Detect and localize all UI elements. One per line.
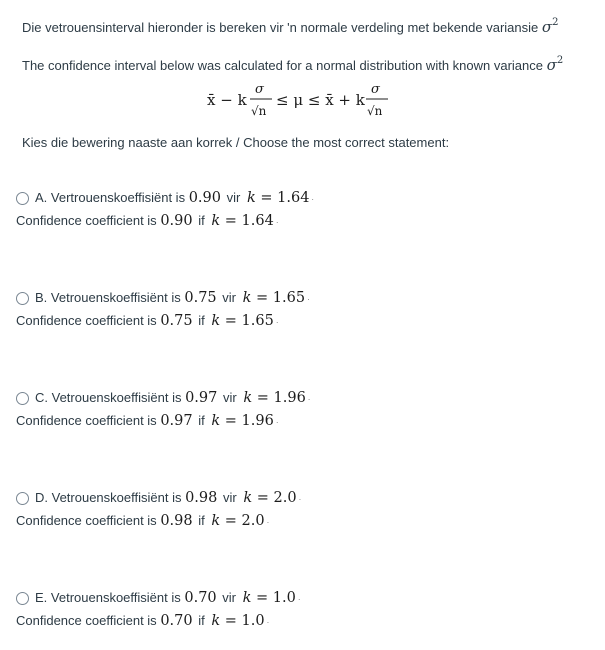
option-af-prefix: C. Vetrouenskoeffisiënt is [35,390,182,405]
variance-symbol-en: σ [546,56,557,74]
option-k-variable: k [243,490,253,506]
formula-middle: ≤ μ ≤ x̄ + k [276,91,365,109]
option-vir: vir [223,490,237,505]
answer-option[interactable] [0,188,605,232]
option-k-variable-en: k [211,413,221,429]
option-en-prefix: Confidence coefficient is [16,313,157,328]
trailing-dot-en: · [275,218,279,227]
option-k-variable-en: k [211,313,221,329]
option-coefficient: 0.98 [185,490,218,506]
option-if: if [198,313,205,328]
option-coefficient: 0.70 [184,590,217,606]
answer-option[interactable] [0,288,605,332]
question-prompt: Kies die bewering naaste aan korrek / Choose the most correct statement: [22,135,450,150]
radio-button[interactable] [16,392,29,405]
option-en-prefix: Confidence coefficient is [16,613,157,628]
option-english-line [16,213,278,231]
option-k-value-en: = 2.0 [224,513,265,529]
option-k-value-en: = 1.96 [224,413,274,429]
answer-option[interactable] [0,488,605,532]
option-k-value-en: = 1.0 [224,613,265,629]
option-coefficient-en: 0.97 [160,413,193,429]
option-k-variable-en: k [211,513,221,529]
option-k-value: = 1.0 [256,590,296,606]
trailing-dot-en: · [266,518,270,527]
trailing-dot: · [311,195,315,204]
option-if: if [198,413,205,428]
option-afrikaans-line [35,290,310,308]
formula-lhs: x̄ − k [207,91,247,109]
option-afrikaans-line [35,590,301,608]
option-coefficient-en: 0.75 [160,313,193,329]
option-en-prefix: Confidence coefficient is [16,213,157,228]
option-vir: vir [223,390,237,405]
trailing-dot-en: · [275,318,279,327]
trailing-dot-en: · [275,418,279,427]
option-afrikaans-line [35,390,310,408]
option-afrikaans-line [35,490,301,508]
formula-den-right: √n [367,104,383,118]
option-coefficient: 0.75 [184,290,217,306]
radio-button[interactable] [16,292,29,305]
answer-option[interactable] [0,388,605,432]
trailing-dot: · [297,595,301,604]
option-if: if [198,513,205,528]
option-english-line [16,413,278,431]
option-coefficient-en: 0.98 [160,513,193,529]
option-k-value: = 1.64 [260,190,310,206]
option-k-value-en: = 1.64 [224,213,274,229]
variance-exponent: 2 [552,17,559,28]
option-vir: vir [222,590,237,605]
intro-afrikaans [22,15,559,36]
confidence-interval-formula [0,78,605,126]
option-k-variable: k [242,290,252,306]
option-vir: vir [226,190,241,205]
option-vir: vir [222,290,237,305]
variance-exponent-en: 2 [556,55,564,66]
option-coefficient: 0.90 [188,190,221,206]
radio-button[interactable] [16,192,29,205]
option-en-prefix: Confidence coefficient is [16,413,157,428]
option-af-prefix: D. Vetrouenskoeffisiënt is [35,490,182,505]
option-k-value: = 2.0 [256,490,297,506]
option-k-variable: k [246,190,256,206]
option-afrikaans-line [35,190,314,208]
option-k-variable: k [243,390,253,406]
option-af-prefix: B. Vetrouenskoeffisiënt is [35,290,181,305]
option-k-variable: k [242,590,252,606]
formula-den-left: √n [251,104,267,118]
option-af-prefix: A. Vertrouenskoeffisiënt is [35,190,186,205]
option-english-line [16,613,269,631]
option-coefficient-en: 0.70 [160,613,193,629]
trailing-dot: · [307,295,310,304]
formula-num-left: σ [255,82,264,97]
option-k-value: = 1.96 [256,390,306,406]
variance-symbol: σ [541,18,553,36]
trailing-dot-en: · [266,618,270,627]
option-if: if [198,613,205,628]
radio-button[interactable] [16,592,29,605]
option-if: if [198,213,205,228]
option-english-line [16,513,269,531]
option-coefficient-en: 0.90 [160,213,193,229]
intro-english [22,53,563,74]
option-en-prefix: Confidence coefficient is [16,513,157,528]
option-coefficient: 0.97 [185,390,218,406]
option-k-value: = 1.65 [256,290,306,306]
intro-afrikaans-text: Die vetrouensinterval hieronder is bereken vir 'n normale verdeling met bekende variansie [22,20,539,35]
option-af-prefix: E. Vetrouenskoeffisiënt is [35,590,181,605]
radio-button[interactable] [16,492,29,505]
option-k-variable-en: k [211,613,221,629]
option-k-variable-en: k [211,213,221,229]
answer-option[interactable] [0,588,605,632]
trailing-dot: · [298,495,302,504]
intro-english-text: The confidence interval below was calculated for a normal distribution with known variance [22,58,543,73]
option-k-value-en: = 1.65 [224,313,274,329]
formula-num-right: σ [371,82,380,97]
trailing-dot: · [307,395,311,404]
option-english-line [16,313,278,331]
